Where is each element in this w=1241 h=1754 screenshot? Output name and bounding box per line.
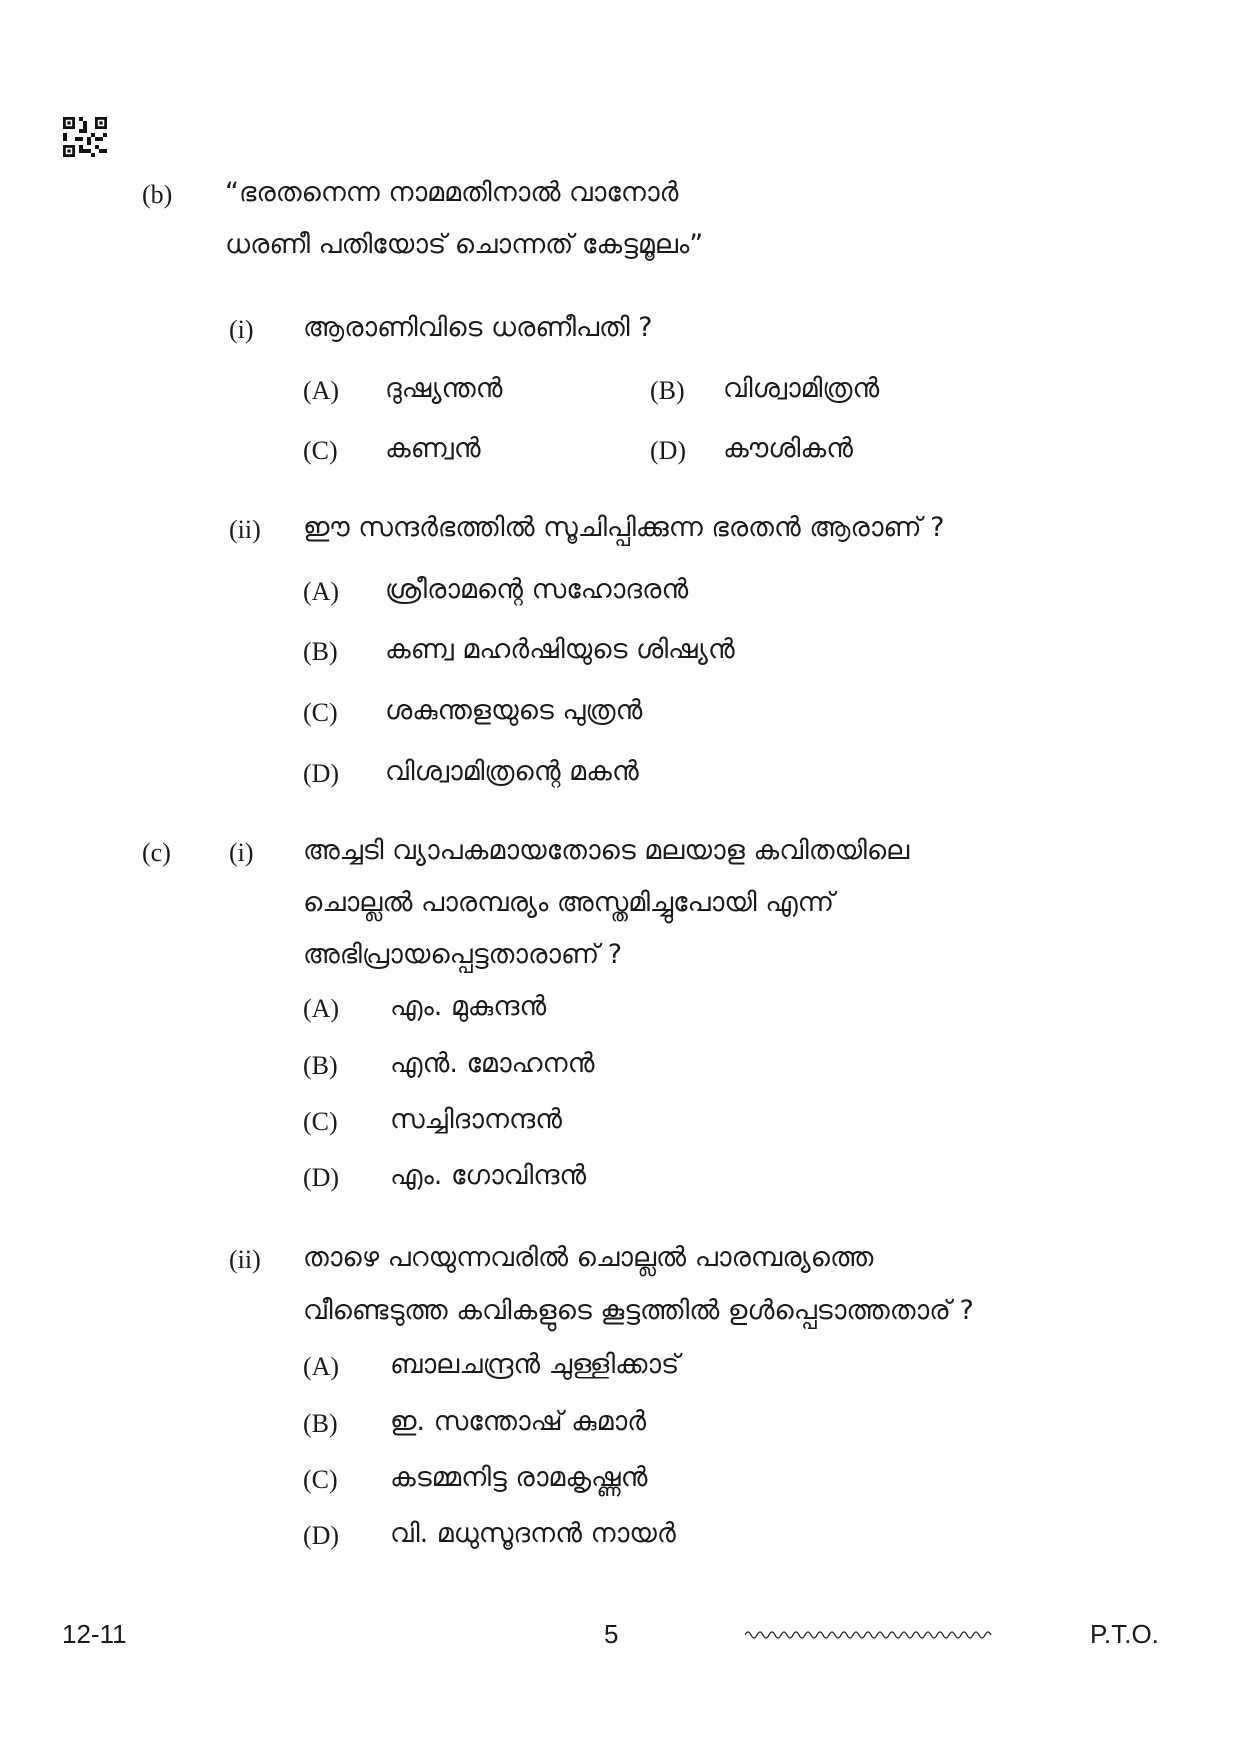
option-label: (A): [303, 376, 340, 405]
option-text: വിശ്വാമിത്രന്റെ മകൻ: [385, 756, 639, 787]
option-label: (B): [303, 1051, 338, 1080]
option-text: ശകുന്തളയുടെ പുത്രൻ: [385, 695, 643, 726]
option-text: എൻ. മോഹനൻ: [390, 1048, 595, 1079]
question-c-ii-line-2: വീണ്ടെടുത്ത കവികളുടെ കൂട്ടത്തിൽ ഉൾപ്പെടാത്തതാര് ?: [303, 1295, 974, 1326]
question-c-i-line-1: അച്ചടി വ്യാപകമായതോടെ മലയാള കവിതയിലെ: [303, 835, 910, 866]
question-b-ii-text: ഈ സന്ദർഭത്തിൽ സൂചിപ്പിക്കുന്ന ഭരതൻ ആരാണ് ?: [303, 512, 945, 543]
pto-label: P.T.O.: [1090, 1619, 1159, 1649]
quote-line-2: ധരണീ പതിയോട് ചൊന്നത് കേട്ടമൂലം”: [225, 229, 704, 260]
option-label: (C): [303, 1465, 338, 1494]
option-text: കണ്വ മഹർഷിയുടെ ശിഷ്യൻ: [385, 634, 735, 665]
quote-line-1: “ഭരതനെന്ന നാമമതിനാൽ വാനോർ: [225, 177, 679, 208]
option-label: (B): [650, 376, 685, 405]
section-b-label: (b): [142, 180, 173, 209]
option-label: (D): [303, 759, 340, 788]
option-label: (A): [303, 577, 340, 606]
option-text: വിശ്വാമിത്രൻ: [723, 373, 880, 404]
question-b-i-label: (i): [229, 315, 254, 344]
option-text: സച്ചിദാനന്ദൻ: [390, 1104, 562, 1135]
option-label: (D): [650, 436, 687, 465]
qr-code: [63, 117, 107, 157]
option-text: ഇ. സന്തോഷ് കുമാർ: [390, 1406, 647, 1437]
paper-code: 12-11: [62, 1619, 127, 1649]
option-text: ബാലചന്ദ്രൻ ചുള്ളിക്കാട്: [390, 1349, 680, 1380]
question-c-i-line-3: അഭിപ്രായപ്പെട്ടതാരാണ് ?: [303, 939, 623, 970]
option-text: കണ്വൻ: [385, 433, 481, 464]
option-text: എം. മുകുന്ദൻ: [390, 991, 547, 1022]
option-text: ശ്രീരാമന്റെ സഹോദരൻ: [385, 574, 689, 605]
wavy-line-divider: [745, 1628, 995, 1642]
question-c-ii-line-1: താഴെ പറയുന്നവരിൽ ചൊല്ലൽ പാരമ്പര്യത്തെ: [303, 1242, 874, 1273]
question-c-i-label: (i): [229, 838, 254, 867]
option-label: (A): [303, 994, 340, 1023]
option-label: (D): [303, 1521, 340, 1550]
page-number: 5: [604, 1619, 619, 1649]
option-text: കടമ്മനിട്ട രാമകൃഷ്ണൻ: [390, 1462, 648, 1493]
option-label: (D): [303, 1163, 340, 1192]
option-label: (C): [303, 698, 338, 727]
option-label: (B): [303, 1409, 338, 1438]
option-label: (C): [303, 436, 338, 465]
option-label: (B): [303, 637, 338, 666]
option-label: (A): [303, 1352, 340, 1381]
option-text: എം. ഗോവിന്ദൻ: [390, 1160, 587, 1191]
question-c-ii-label: (ii): [229, 1245, 261, 1274]
question-b-i-text: ആരാണിവിടെ ധരണീപതി ?: [303, 312, 653, 343]
question-c-i-line-2: ചൊല്ലൽ പാരമ്പര്യം അസ്തമിച്ചുപോയി എന്ന്: [303, 887, 835, 918]
option-label: (C): [303, 1107, 338, 1136]
option-text: വി. മധുസൂദനൻ നായർ: [390, 1518, 676, 1549]
option-text: ദുഷ്യന്തൻ: [385, 373, 503, 404]
option-text: കൗശികൻ: [723, 433, 853, 464]
section-c-label: (c): [142, 838, 171, 867]
question-b-ii-label: (ii): [229, 515, 261, 544]
